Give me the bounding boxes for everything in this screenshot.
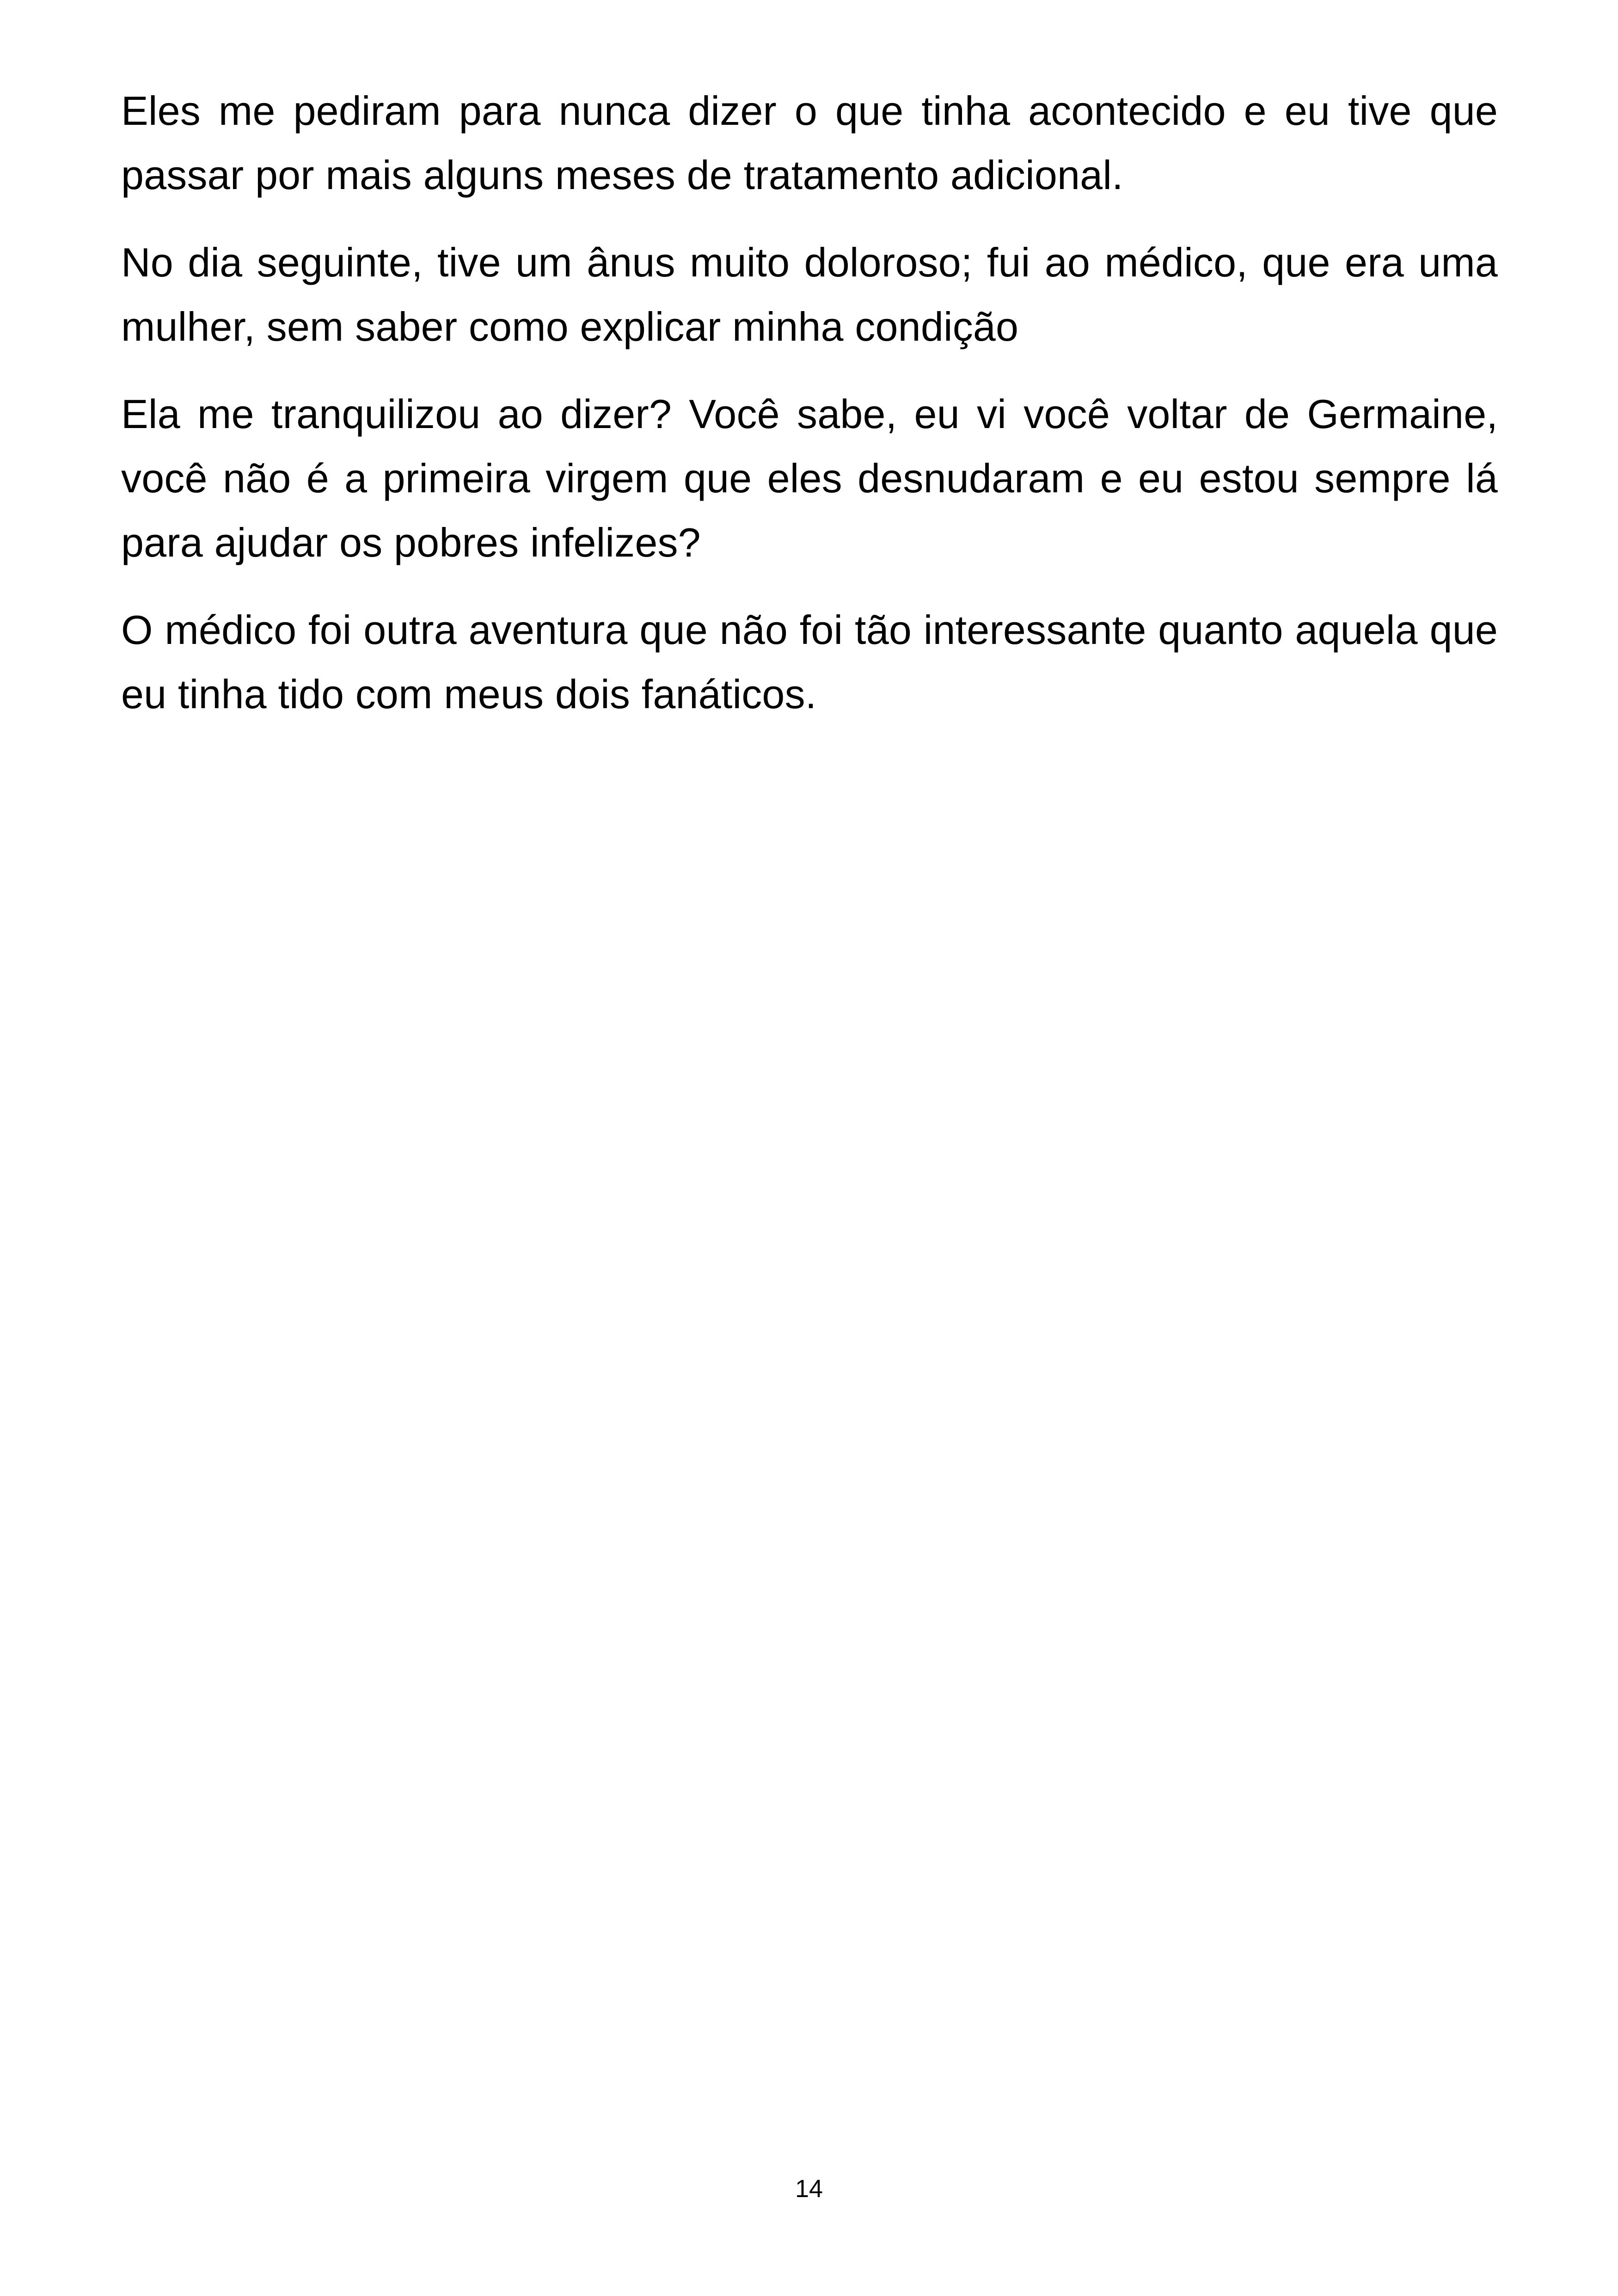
body-text [121,79,1498,749]
paragraph-4: O médico foi outra aventura que não foi tão interessante quanto aquela que eu tinha tido com meus dois fanáticos. [121,607,1498,717]
paragraph-3: Ela me tranquilizou ao dizer? Você sabe, eu vi você voltar de Germaine, você não é a primeira virgem que eles desnudaram e eu estou sempre lá para ajudar os pobres infelizes? [121,391,1498,565]
paragraph-2: No dia seguinte, tive um ânus muito doloroso; fui ao médico, que era uma mulher, sem saber como explicar minha condição [121,239,1498,349]
page-number: 14 [795,2175,823,2203]
paragraph-1: Eles me pediram para nunca dizer o que tinha acontecido e eu tive que passar por mais alguns meses de tratamento adicional. [121,88,1498,198]
